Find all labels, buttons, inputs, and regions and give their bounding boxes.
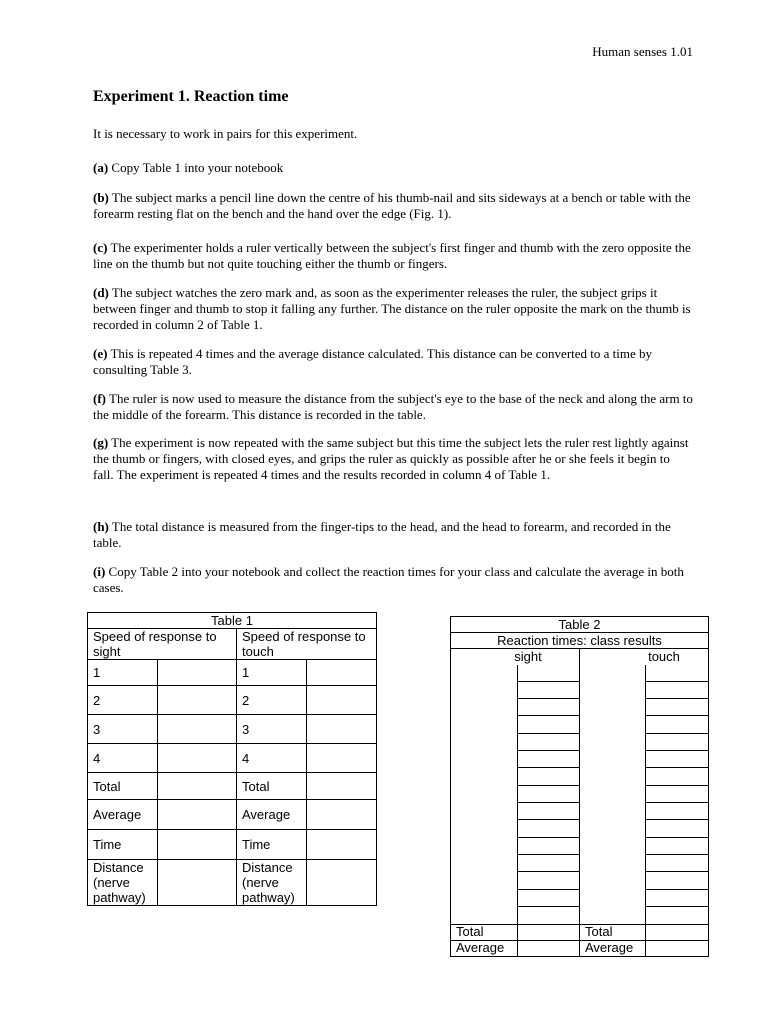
step-text: This is repeated 4 times and the average distance calculated. This distance can be converted to a time by consulting Table 3.: [93, 346, 653, 377]
row-label: 2: [237, 686, 307, 715]
intro-text: It is necessary to work in pairs for this experiment.: [93, 126, 358, 141]
table-row: [451, 924, 709, 940]
empty-cell: [158, 773, 237, 800]
step-d: [93, 285, 693, 333]
empty-cell: [307, 686, 377, 715]
empty-cell: [307, 715, 377, 744]
table-row: [88, 715, 377, 744]
empty-cell: [307, 660, 377, 686]
row-label: Distance (nerve pathway): [237, 860, 307, 906]
average-label: Average: [451, 940, 518, 956]
empty-cell: [158, 860, 237, 906]
row-label: 2: [88, 686, 158, 715]
total-label: Total: [580, 924, 646, 940]
step-text: The experiment is now repeated with the same subject but this time the subject lets the ruler rest lightly against the thumb or fingers, with closed eyes, and grips the ruler as quickly as possible after he or she feels it begin to fall. The experiment is repeated 4 times and the results recorded in column 4 of Table 1.: [93, 435, 689, 482]
step-label: (g): [93, 435, 109, 450]
row-label: Total: [237, 773, 307, 800]
step-label: (i): [93, 564, 106, 579]
row-label: Distance (nerve pathway): [88, 860, 158, 906]
table-row: [88, 686, 377, 715]
step-text: Copy Table 2 into your notebook and collect the reaction times for your class and calculate the average in both cases.: [93, 564, 684, 595]
col-header-sight: Speed of response to sight: [88, 629, 237, 660]
average-label: Average: [580, 940, 646, 956]
step-text: The total distance is measured from the finger-tips to the head, and the head to forearm, and recorded in the table.: [93, 519, 671, 550]
step-text: The ruler is now used to measure the distance from the subject's eye to the base of the neck and along the arm to the middle of the forearm. This distance is recorded in the table.: [93, 391, 693, 422]
step-e: [93, 346, 693, 378]
row-label: 4: [88, 744, 158, 773]
row-label: Time: [237, 830, 307, 860]
empty-cell: [158, 686, 237, 715]
step-i: [93, 564, 693, 596]
sight-value-column: [518, 665, 580, 925]
table-row: [88, 860, 377, 906]
empty-cell: [307, 860, 377, 906]
step-label: (d): [93, 285, 109, 300]
table-2-subtitle: Reaction times: class results: [451, 633, 709, 649]
step-c: [93, 240, 693, 272]
row-label: Average: [88, 800, 158, 830]
step-label: (e): [93, 346, 108, 361]
empty-cell: [518, 924, 580, 940]
table-2: [450, 616, 709, 957]
table-row: [451, 940, 709, 956]
step-label: (c): [93, 240, 108, 255]
col-header-touch: Speed of response to touch: [237, 629, 377, 660]
row-label: 1: [88, 660, 158, 686]
table-row: [88, 660, 377, 686]
empty-cell: [307, 800, 377, 830]
empty-cell: [158, 800, 237, 830]
row-label: 4: [237, 744, 307, 773]
step-text: The subject watches the zero mark and, as soon as the experimenter releases the ruler, the subject grips it between finger and thumb to stop it falling any further. The distance on the ruler opposite the mark on the thumb is recorded in column 2 of Table 1.: [93, 285, 691, 332]
empty-cell: [518, 940, 580, 956]
touch-name-column: [580, 665, 646, 925]
table-row: [88, 773, 377, 800]
page-header: Human senses 1.01: [592, 44, 693, 59]
experiment-title: Experiment 1. Reaction time: [93, 88, 289, 105]
step-label: (f): [93, 391, 106, 406]
row-label: Average: [237, 800, 307, 830]
step-g: [93, 435, 693, 483]
table-row: [88, 744, 377, 773]
row-label: Time: [88, 830, 158, 860]
empty-cell: [158, 715, 237, 744]
empty-cell: [158, 744, 237, 773]
row-label: Total: [88, 773, 158, 800]
empty-cell: [307, 830, 377, 860]
step-b: [93, 190, 693, 222]
step-label: (h): [93, 519, 109, 534]
total-label: Total: [451, 924, 518, 940]
table-2-caption: Table 2: [451, 617, 709, 633]
sight-name-column: [451, 665, 518, 925]
step-h: [93, 519, 693, 551]
empty-cell: [307, 773, 377, 800]
table-1: [87, 612, 377, 906]
touch-value-column: [646, 665, 709, 925]
empty-cell: [158, 660, 237, 686]
step-f: [93, 391, 693, 423]
row-label: 1: [237, 660, 307, 686]
step-a: [93, 160, 693, 176]
step-text: The experimenter holds a ruler vertically between the subject's first finger and thumb with the zero opposite the line on the thumb but not quite touching either the thumb or fingers.: [93, 240, 691, 271]
table-1-caption: Table 1: [88, 613, 377, 629]
step-text: Copy Table 1 into your notebook: [108, 160, 284, 175]
step-label: (b): [93, 190, 109, 205]
step-text: The subject marks a pencil line down the centre of his thumb-nail and sits sideways at a bench or table with the forearm resting flat on the bench and the hand over the edge (Fig. 1).: [93, 190, 691, 221]
step-label: (a): [93, 160, 109, 175]
table-row: [88, 830, 377, 860]
empty-cell: [646, 924, 709, 940]
table-row: [88, 800, 377, 830]
sight-header: sight: [451, 649, 580, 665]
empty-cell: [307, 744, 377, 773]
row-label: 3: [88, 715, 158, 744]
empty-cell: [646, 940, 709, 956]
empty-cell: [158, 830, 237, 860]
row-label: 3: [237, 715, 307, 744]
touch-header: touch: [580, 649, 709, 665]
